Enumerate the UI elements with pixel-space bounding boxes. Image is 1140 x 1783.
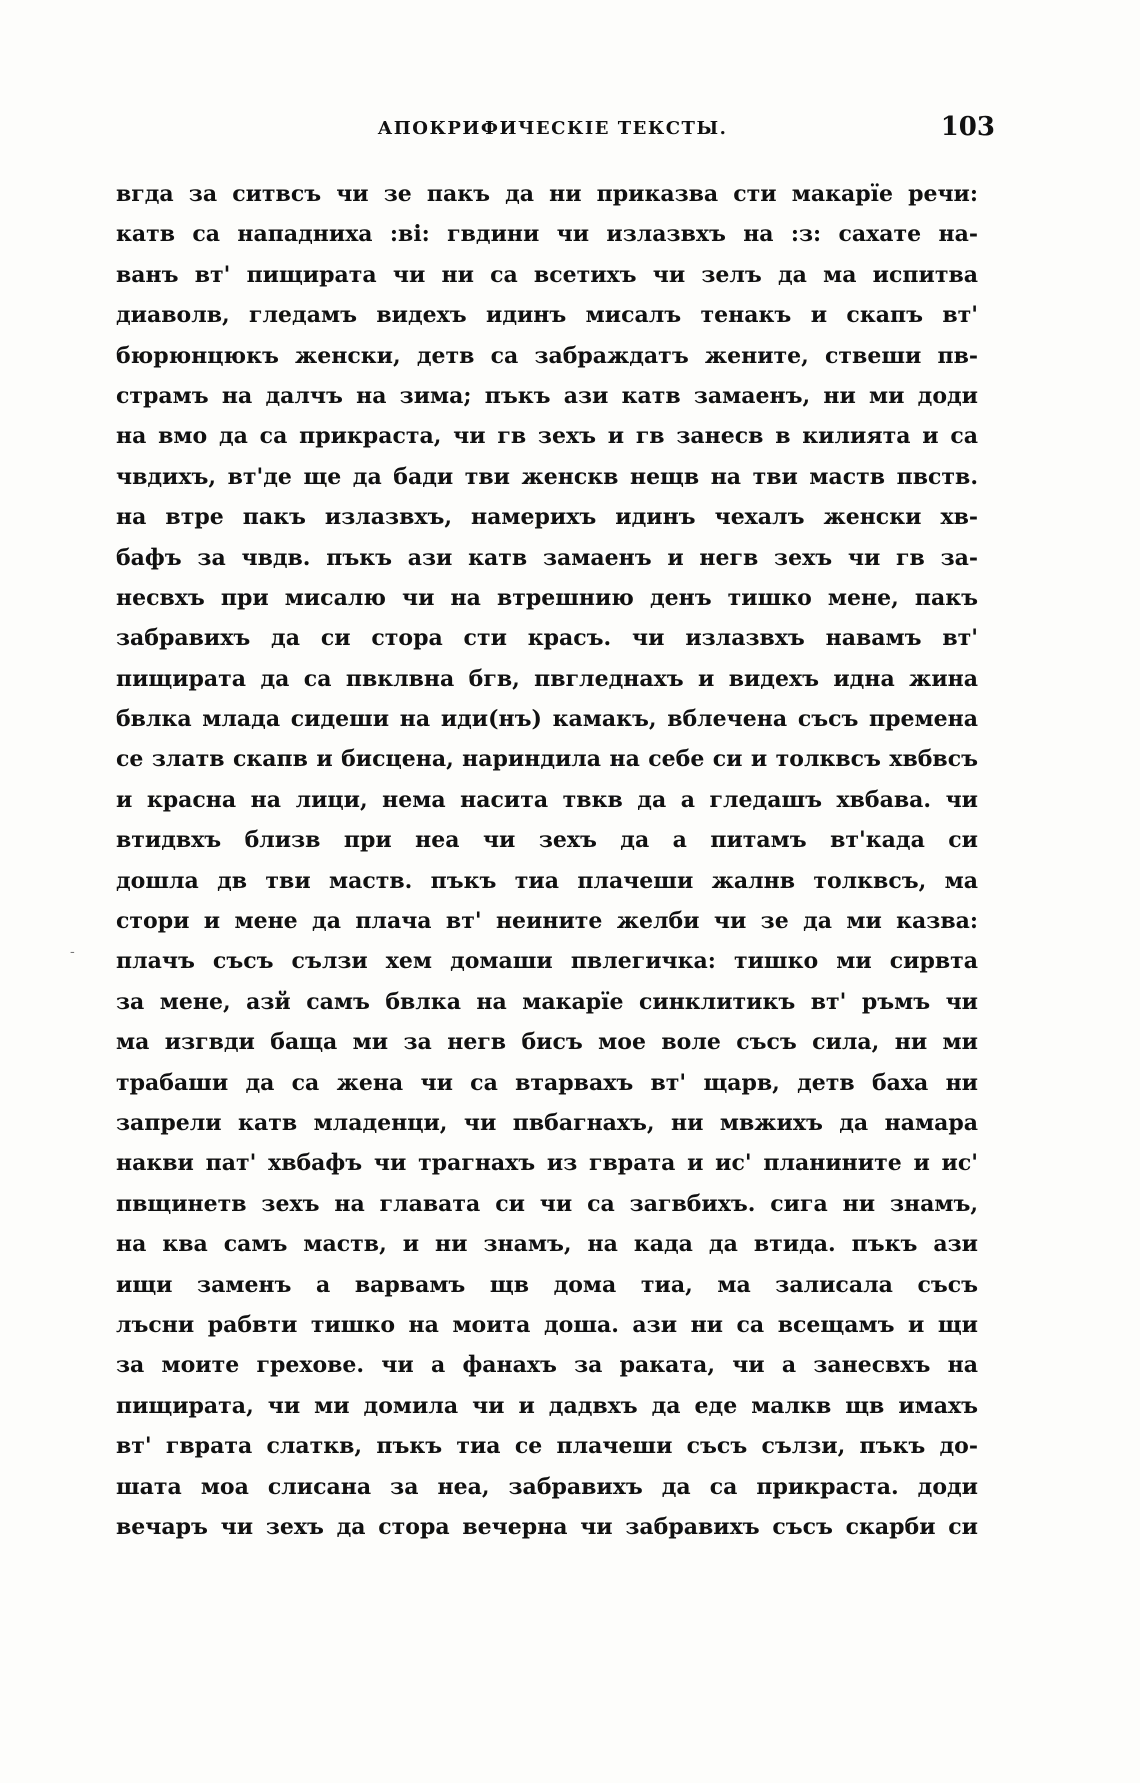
text-line: вгда за ситвсъ чи зе пакъ да ни приказва сти макарїе речи: (116, 181, 978, 207)
text-line: вт' гврата слаткв, пъкъ тиа се плачеши съсъ сълзи, пъкъ до- (116, 1433, 978, 1460)
margin-mark: - (70, 944, 75, 960)
text-line: бвлка млада сидеши на иди(нъ) камакъ, вблечена съсъ премена (116, 706, 978, 733)
text-line: катв са нападниха :ві: гвдини чи излазвхъ на :з: сахате на- (116, 221, 978, 248)
text-line: пищирата, чи ми домила чи и дадвхъ да еде малкв щв имахъ (116, 1392, 978, 1419)
text-line: запрели катв младенци, чи пвбагнахъ, ни мвжихъ да намара (116, 1109, 978, 1136)
text-line: лъсни рабвти тишко на моита доша. ази ни са всещамъ и щи (116, 1311, 978, 1338)
text-line: и красна на лици, нема насита твкв да а гледашъ хвбава. чи (116, 786, 978, 813)
body-text (116, 174, 978, 1547)
text-line: диаволв, гледамъ видехъ идинъ мисалъ тенакъ и скапъ вт' (116, 302, 978, 329)
text-line: дошла дв тви маств. пъкъ тиа плачеши жалнв толквсъ, ма (116, 867, 978, 894)
text-line: вечаръ чи зехъ да стора вечерна чи забравихъ съсъ скарби си (116, 1513, 978, 1540)
text-line: плачъ съсъ сълзи хем домаши пвлегичка: тишко ми сирвта (116, 948, 978, 975)
text-line: пвщинетв зехъ на главата си чи са загвбихъ. сига ни знамъ, (116, 1190, 978, 1217)
text-line: на вмо да са прикраста, чи гв зехъ и гв занесв в килията и са (116, 423, 978, 450)
text-line: трабаши да са жена чи са втарвахъ вт' щарв, детв баха ни (116, 1069, 978, 1096)
text-line: забравихъ да си стора сти красъ. чи излазвхъ навамъ вт' (116, 625, 978, 652)
running-title: АПОКРИФИЧЕСКІЕ ТЕКСТЫ. (377, 118, 728, 139)
text-line: бюрюнцюкъ женски, детв са забраждатъ жените, ствеши пв- (116, 342, 978, 369)
running-head (110, 112, 995, 148)
text-line: на втре пакъ излазвхъ, намерихъ идинъ чехалъ женски хв- (116, 504, 978, 531)
text-line: страмъ на далчъ на зима; пъкъ ази катв замаенъ, ни ми доди (116, 382, 978, 409)
text-line: на ква самъ маств, и ни знамъ, на када да втида. пъкъ ази (116, 1231, 978, 1258)
text-line: накви пат' хвбафъ чи трагнахъ из гврата и ис' планините и ис' (116, 1150, 978, 1177)
text-line: за мене, азй самъ бвлка на макарїе синклитикъ вт' ръмъ чи (116, 988, 978, 1015)
text-line: бафъ за чвдв. пъкъ ази катв замаенъ и негв зехъ чи гв за- (116, 544, 978, 571)
text-line: пищирата да са пвклвна бгв, пвгледнахъ и видехъ идна жина (116, 665, 978, 692)
text-line: ма изгвди баща ми за негв бисъ мое воле съсъ сила, ни ми (116, 1029, 978, 1056)
text-line: за моите грехове. чи а фанахъ за раката, чи а занесвхъ на (116, 1352, 978, 1379)
text-line: чвдихъ, вт'де ще да бади тви женскв нещв на тви маств пвств. (116, 463, 978, 490)
page-number: 103 (940, 112, 995, 142)
text-line: се златв скапв и бисцена, нариндила на себе си и толквсъ хвбвсъ (116, 746, 978, 773)
text-line: втидвхъ близв при неа чи зехъ да а питамъ вт'када си (116, 827, 978, 854)
text-line: шата моа слисана за неа, забравихъ да са прикраста. доди (116, 1473, 978, 1500)
text-line: стори и мене да плача вт' неините желби чи зе да ми казва: (116, 908, 978, 935)
text-line: несвхъ при мисалю чи на втрешнию денъ тишко мене, пакъ (116, 584, 978, 611)
text-line: ищи заменъ а варвамъ щв дома тиа, ма залисала съсъ (116, 1271, 978, 1298)
text-line: ванъ вт' пищирата чи ни са всетихъ чи зелъ да ма испитва (116, 261, 978, 288)
